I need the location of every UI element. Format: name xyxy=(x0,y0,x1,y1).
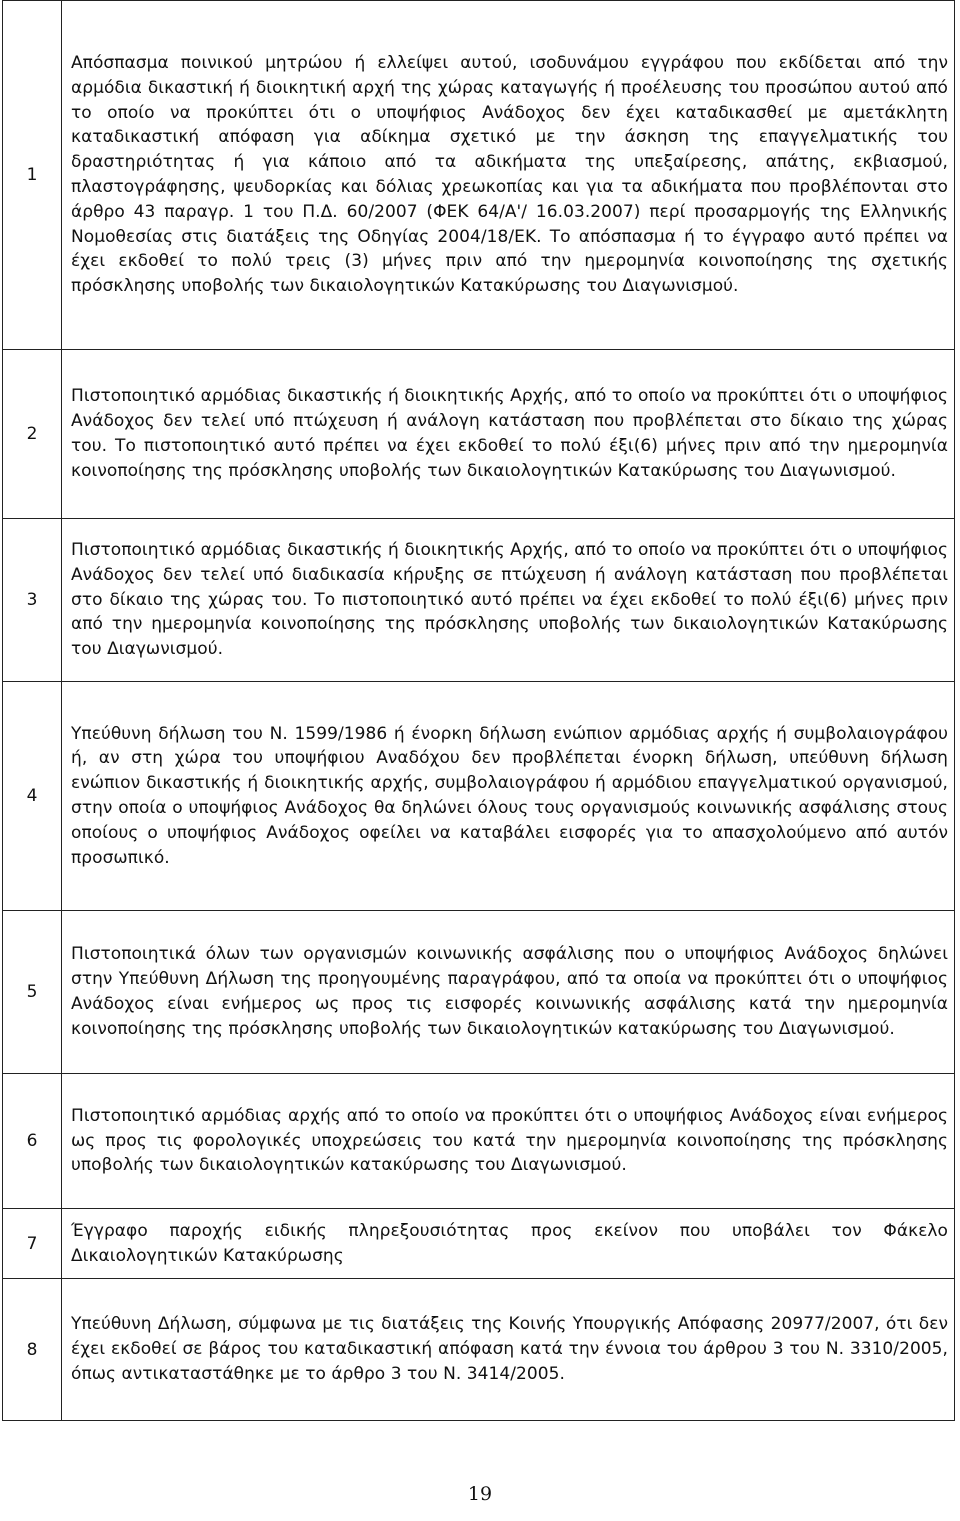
row-text-cell xyxy=(62,1209,955,1279)
row-number: 8 xyxy=(3,1279,62,1421)
table-row xyxy=(3,350,955,519)
row-number: 7 xyxy=(3,1209,62,1279)
row-text: Υπεύθυνη Δήλωση, σύμφωνα με τις διατάξεις της Κοινής Υπουργικής Απόφασης 20977/2007, ότι δεν έχει εκδοθεί σε βάρος του καταδικαστική απόφαση κατά την έννοια του άρθρου 3 του Ν. 3310/2005, όπως αντικαταστάθηκε με το άρθρο 3 του Ν. 3414/2005. xyxy=(71,1314,948,1384)
table-row xyxy=(3,519,955,682)
row-text: Έγγραφο παροχής ειδικής πληρεξουσιότητας προς εκείνον που υποβάλει τον Φάκελο Δικαιολογητικών Κατακύρωσης xyxy=(71,1220,948,1266)
table-row xyxy=(3,682,955,911)
row-text: Πιστοποιητικό αρμόδιας αρχής από το οποίο να προκύπτει ότι ο υποψήφιος Ανάδοχος είναι ενήμερος ως προς τις φορολογικές υποχρεώσεις του κατά την ημερομηνία κοινοποίησης της πρόσκλησης υποβολής των δικαιολογητικών κατακύρωσης του Διαγωνισμού. xyxy=(71,1105,948,1176)
row-text-cell xyxy=(62,682,955,911)
row-number: 5 xyxy=(3,911,62,1074)
row-number: 6 xyxy=(3,1074,62,1209)
row-text: Απόσπασμα ποινικού μητρώου ή ελλείψει αυτού, ισοδυνάμου εγγράφου που εκδίδεται από την αρμόδια δικαστική ή διοικητική αρχή της χώρας καταγωγής ή προέλευσης του προσώπου αυτού από το οποίο να προκύπτει ότι ο υποψήφιος Ανάδοχος δεν έχει καταδικασθεί με αμετάκλητη καταδικαστική απόφαση για αδίκημα σχετικό με την άσκηση της επαγγελματικής του δραστηριότητας ή για κάποιο από τα αδικήματα της υπεξαίρεσης, απάτης, εκβιασμού, πλαστογράφησης, ψευδορκίας και δόλιας χρεωκοπίας και για τα αδικήματα που προβλέπονται στο άρθρο 43 παραγρ. 1 του Π.Δ. 60/2007 (ΦΕΚ 64/Α'/ 16.03.2007) περί προσαρμογής της Ελληνικής Νομοθεσίας στις διατάξεις της Οδηγίας 2004/18/ΕΚ. Το απόσπασμα ή το έγγραφο αυτό πρέπει να έχει εκδοθεί το πολύ τρεις (3) μήνες πριν από την ημερομηνία κοινοποίησης της σχετικής πρόσκλησης υποβολής των δικαιολογητικών Κατακύρωσης του Διαγωνισμού. xyxy=(71,53,948,297)
requirements-table xyxy=(2,0,955,1421)
row-number: 1 xyxy=(3,1,62,350)
row-text: Πιστοποιητικό αρμόδιας δικαστικής ή διοικητικής Αρχής, από το οποίο να προκύπτει ότι ο υποψήφιος Ανάδοχος δεν τελεί υπό διαδικασία κήρυξης σε πτώχευση ή ανάλογη κατάσταση που προβλέπεται στο δίκαιο της χώρας του. Το πιστοποιητικό αυτό πρέπει να έχει εκδοθεί το πολύ έξι(6) μήνες πριν από την ημερομηνία κοινοποίησης της πρόσκλησης υποβολής των δικαιολογητικών Κατακύρωσης του Διαγωνισμού. xyxy=(71,540,948,660)
row-text: Πιστοποιητικό αρμόδιας δικαστικής ή διοικητικής Αρχής, από το οποίο να προκύπτει ότι ο υποψήφιος Ανάδοχος δεν τελεί υπό πτώχευση ή ανάλογη κατάσταση που προβλέπεται στο δίκαιο της χώρας του. Το πιστοποιητικό αυτό πρέπει να έχει εκδοθεί το πολύ έξι(6) μήνες πριν από την ημερομηνία κοινοποίησης της πρόσκλησης υποβολής των δικαιολογητικών Κατακύρωσης του Διαγωνισμού. xyxy=(71,386,948,481)
row-number: 4 xyxy=(3,682,62,911)
row-text-cell xyxy=(62,1074,955,1209)
table-row xyxy=(3,1279,955,1421)
row-text-cell xyxy=(62,519,955,682)
table-row xyxy=(3,1,955,350)
row-text-cell xyxy=(62,1,955,350)
row-text-cell xyxy=(62,911,955,1074)
row-text-cell xyxy=(62,350,955,519)
table-row xyxy=(3,1209,955,1279)
page-number: 19 xyxy=(467,1483,493,1505)
row-text: Υπεύθυνη δήλωση του Ν. 1599/1986 ή ένορκη δήλωση ενώπιον αρμόδιας αρχής ή συμβολαιογράφου ή, αν στη χώρα του υποψήφιου Αναδόχου δεν προβλέπεται ένορκη δήλωση, υπεύθυνη δήλωση ενώπιον δικαστικής ή διοικητικής αρχής, συμβολαιογράφου ή αρμόδιου επαγγελματικού οργανισμού, στην οποία ο υποψήφιος Ανάδοχος θα δηλώνει όλους τους οργανισμούς κοινωνικής ασφάλισης στους οποίους ο υποψήφιος Ανάδοχος οφείλει να καταβάλει εισφορές για το απασχολούμενο από αυτόν προσωπικό. xyxy=(71,723,948,868)
row-number: 3 xyxy=(3,519,62,682)
row-text-cell xyxy=(62,1279,955,1421)
table-row xyxy=(3,911,955,1074)
table-row xyxy=(3,1074,955,1209)
row-text: Πιστοποιητικά όλων των οργανισμών κοινωνικής ασφάλισης που ο υποψήφιος Ανάδοχος δηλώνει στην Υπεύθυνη Δήλωση της προηγουμένης παραγράφου, από τα οποία να προκύπτει ότι ο υποψήφιος Ανάδοχος είναι ενήμερος ως προς τις εισφορές κοινωνικής ασφάλισης κατά την ημερομηνία κοινοποίησης της πρόσκλησης υποβολής των δικαιολογητικών κατακύρωσης του Διαγωνισμού. xyxy=(71,944,948,1039)
row-number: 2 xyxy=(3,350,62,519)
